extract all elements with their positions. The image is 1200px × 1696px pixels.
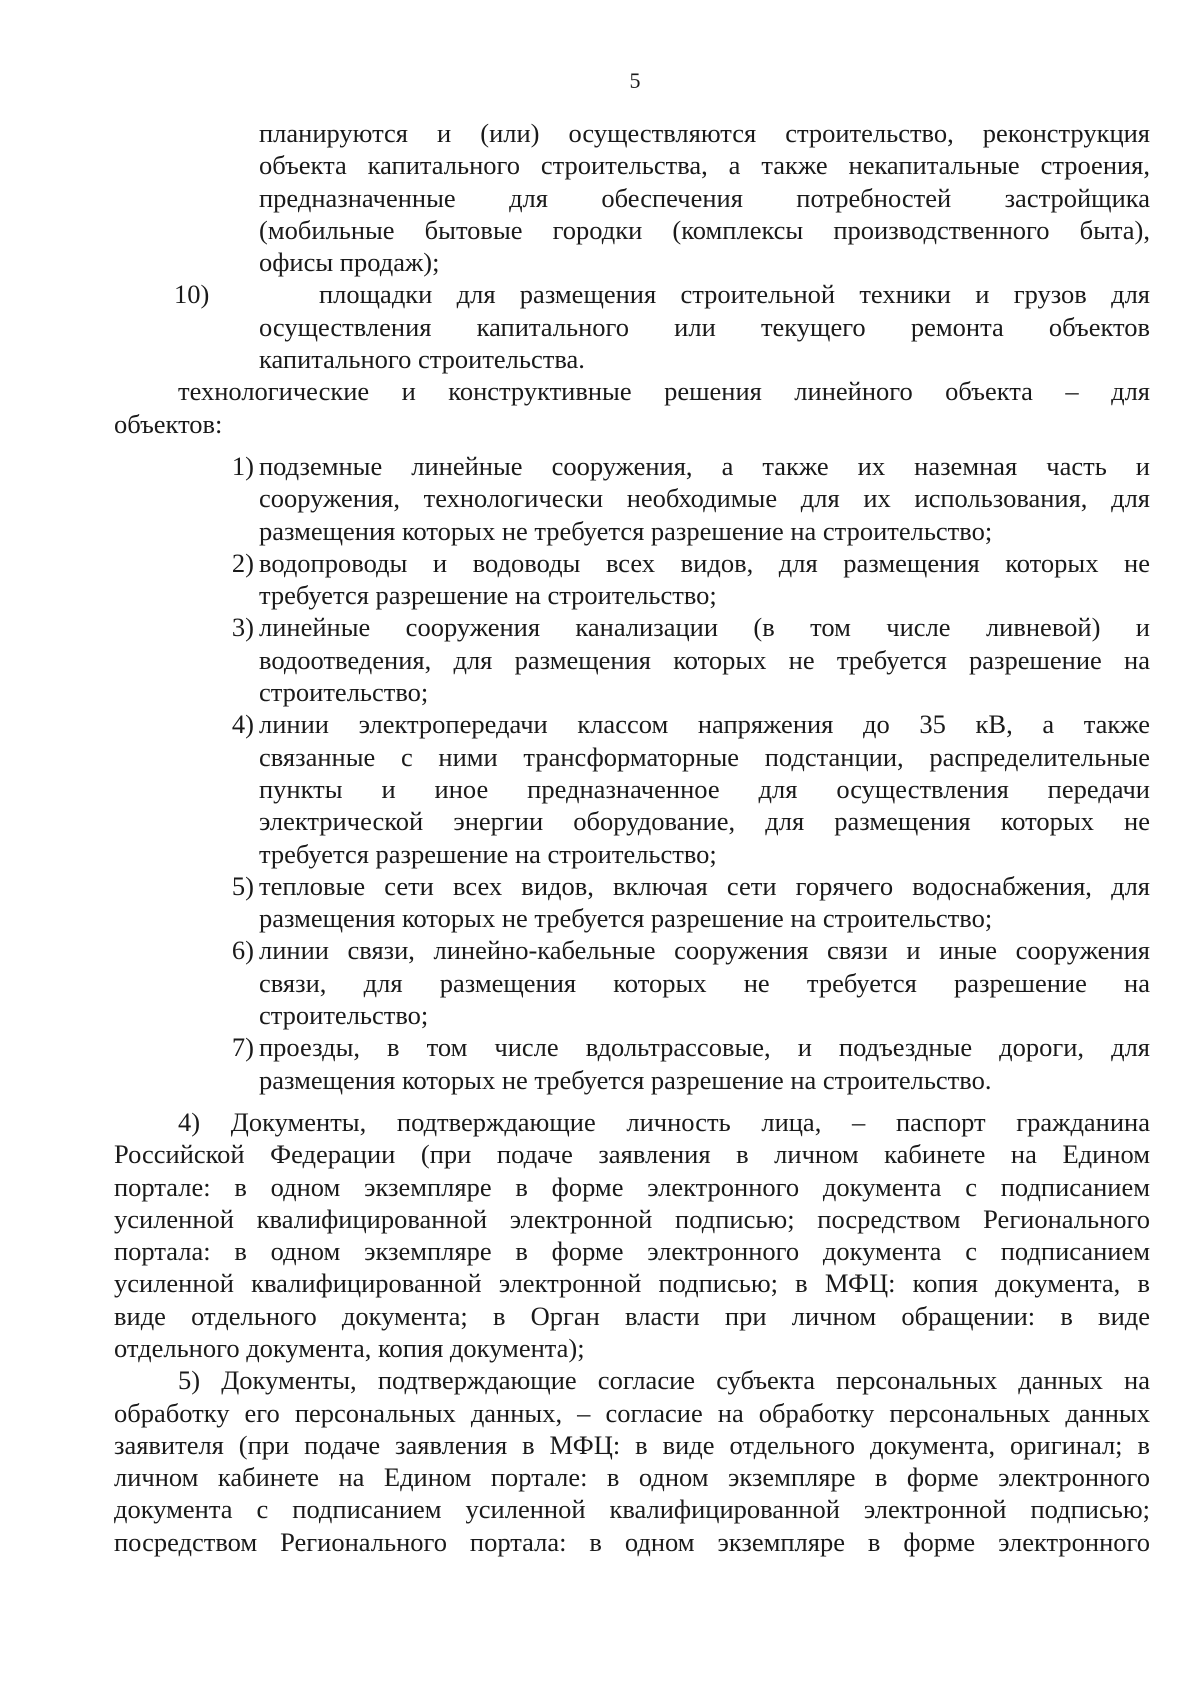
text-line: личном кабинете на Едином портале: в одном экземпляре в форме электронного <box>114 1462 1150 1493</box>
text-line: усиленной квалифицированной электронной подписью; в МФЦ: копия документа, в <box>114 1268 1150 1299</box>
text-line: портале: в одном экземпляре в форме электронного документа с подписанием <box>114 1171 1150 1202</box>
text-line: усиленной квалифицированной электронной подписью; посредством Регионального <box>114 1203 1150 1234</box>
list-item-5 <box>114 870 1150 935</box>
list-item-number: 6) <box>231 935 254 966</box>
text-line: отдельного документа, копия документа); <box>114 1332 585 1363</box>
text-line: размещения которых не требуется разрешение на строительство. <box>259 1064 992 1095</box>
list-item-number: 3) <box>231 612 254 643</box>
text-line: сооружения, технологически необходимые для их использования, для <box>259 483 1150 514</box>
page-number: 5 <box>629 68 641 93</box>
list-item-6 <box>114 934 1150 1031</box>
text-line: объекта капитального строительства, а также некапитальные строения, <box>259 150 1150 181</box>
text-line: капитального строительства. <box>259 344 585 375</box>
text-line: офисы продаж); <box>259 247 440 278</box>
text-line: виде отдельного документа; в Орган власти при личном обращении: в виде <box>114 1300 1150 1331</box>
list-item-number: 4) <box>231 709 254 740</box>
text-line: связи, для размещения которых не требуется разрешение на <box>259 967 1150 998</box>
text-line: обработку его персональных данных, – согласие на обработку персональных данных <box>114 1397 1150 1428</box>
text-line: планируются и (или) осуществляются строительство, реконструкция <box>259 118 1150 148</box>
text-line: требуется разрешение на строительство; <box>259 580 717 611</box>
text-line: 5) Документы, подтверждающие согласие субъекта персональных данных на <box>178 1365 1150 1396</box>
text-line: Российской Федерации (при подаче заявления в личном кабинете на Едином <box>114 1139 1150 1170</box>
text-line: портала: в одном экземпляре в форме электронного документа с подписанием <box>114 1236 1150 1267</box>
text-line: площадки для размещения строительной техники и грузов для <box>319 279 1150 310</box>
tech-intro-paragraph <box>114 375 1150 440</box>
text-line: посредством Регионального портала: в одном экземпляре в форме электронного <box>114 1526 1150 1557</box>
list-item-2 <box>114 547 1150 612</box>
list-item-number: 5) <box>231 870 254 901</box>
text-line: связанные с ними трансформаторные подстанции, распределительные <box>259 741 1150 772</box>
text-line: объектов: <box>114 408 223 439</box>
text-line: тепловые сети всех видов, включая сети горячего водоснабжения, для <box>259 870 1150 901</box>
text-line: заявителя (при подаче заявления в МФЦ: в виде отдельного документа, оригинал; в <box>114 1429 1150 1460</box>
text-line: технологические и конструктивные решения линейного объекта – для <box>178 376 1150 407</box>
continuation-paragraph <box>114 117 1150 278</box>
text-line: водопроводы и водоводы всех видов, для размещения которых не <box>259 547 1150 578</box>
text-line: строительство; <box>259 677 429 708</box>
list-item-number: 1) <box>231 450 254 481</box>
text-line: требуется разрешение на строительство; <box>259 838 717 869</box>
text-line: строительство; <box>259 1000 429 1031</box>
list-item-1 <box>114 450 1150 547</box>
text-line: подземные линейные сооружения, а также их наземная часть и <box>259 450 1150 481</box>
text-line: линии связи, линейно-кабельные сооружения связи и иные сооружения <box>259 935 1150 966</box>
list-item-number: 2) <box>231 547 254 578</box>
list-item-number: 7) <box>231 1032 254 1063</box>
paragraph-5-personal-data-consent <box>114 1364 1150 1558</box>
list-item-10 <box>114 278 1150 375</box>
text-line: размещения которых не требуется разрешение на строительство; <box>259 515 993 546</box>
text-line: 4) Документы, подтверждающие личность лица, – паспорт гражданина <box>178 1106 1150 1137</box>
text-line: осуществления капитального или текущего ремонта объектов <box>259 311 1150 342</box>
text-line: (мобильные бытовые городки (комплексы производственного быта), <box>259 214 1150 245</box>
text-line: документа с подписанием усиленной квалифицированной электронной подписью; <box>114 1494 1150 1525</box>
document-body <box>114 117 1150 1558</box>
text-line: электрической энергии оборудование, для размещения которых не <box>259 806 1150 837</box>
list-item-number: 10) <box>174 279 210 310</box>
list-item-7 <box>114 1031 1150 1096</box>
list-item-3 <box>114 611 1150 708</box>
text-line: водоотведения, для размещения которых не требуется разрешение на <box>259 644 1150 675</box>
paragraph-4-identity-documents <box>114 1106 1150 1364</box>
text-line: предназначенные для обеспечения потребностей застройщика <box>259 182 1150 213</box>
text-line: пункты и иное предназначенное для осуществления передачи <box>259 773 1150 804</box>
text-line: размещения которых не требуется разрешение на строительство; <box>259 903 993 934</box>
text-line: линейные сооружения канализации (в том числе ливневой) и <box>259 612 1150 643</box>
list-item-4 <box>114 708 1150 869</box>
text-line: линии электропередачи классом напряжения до 35 кВ, а также <box>259 709 1150 740</box>
text-line: проезды, в том числе вдольтрассовые, и подъездные дороги, для <box>259 1032 1150 1063</box>
